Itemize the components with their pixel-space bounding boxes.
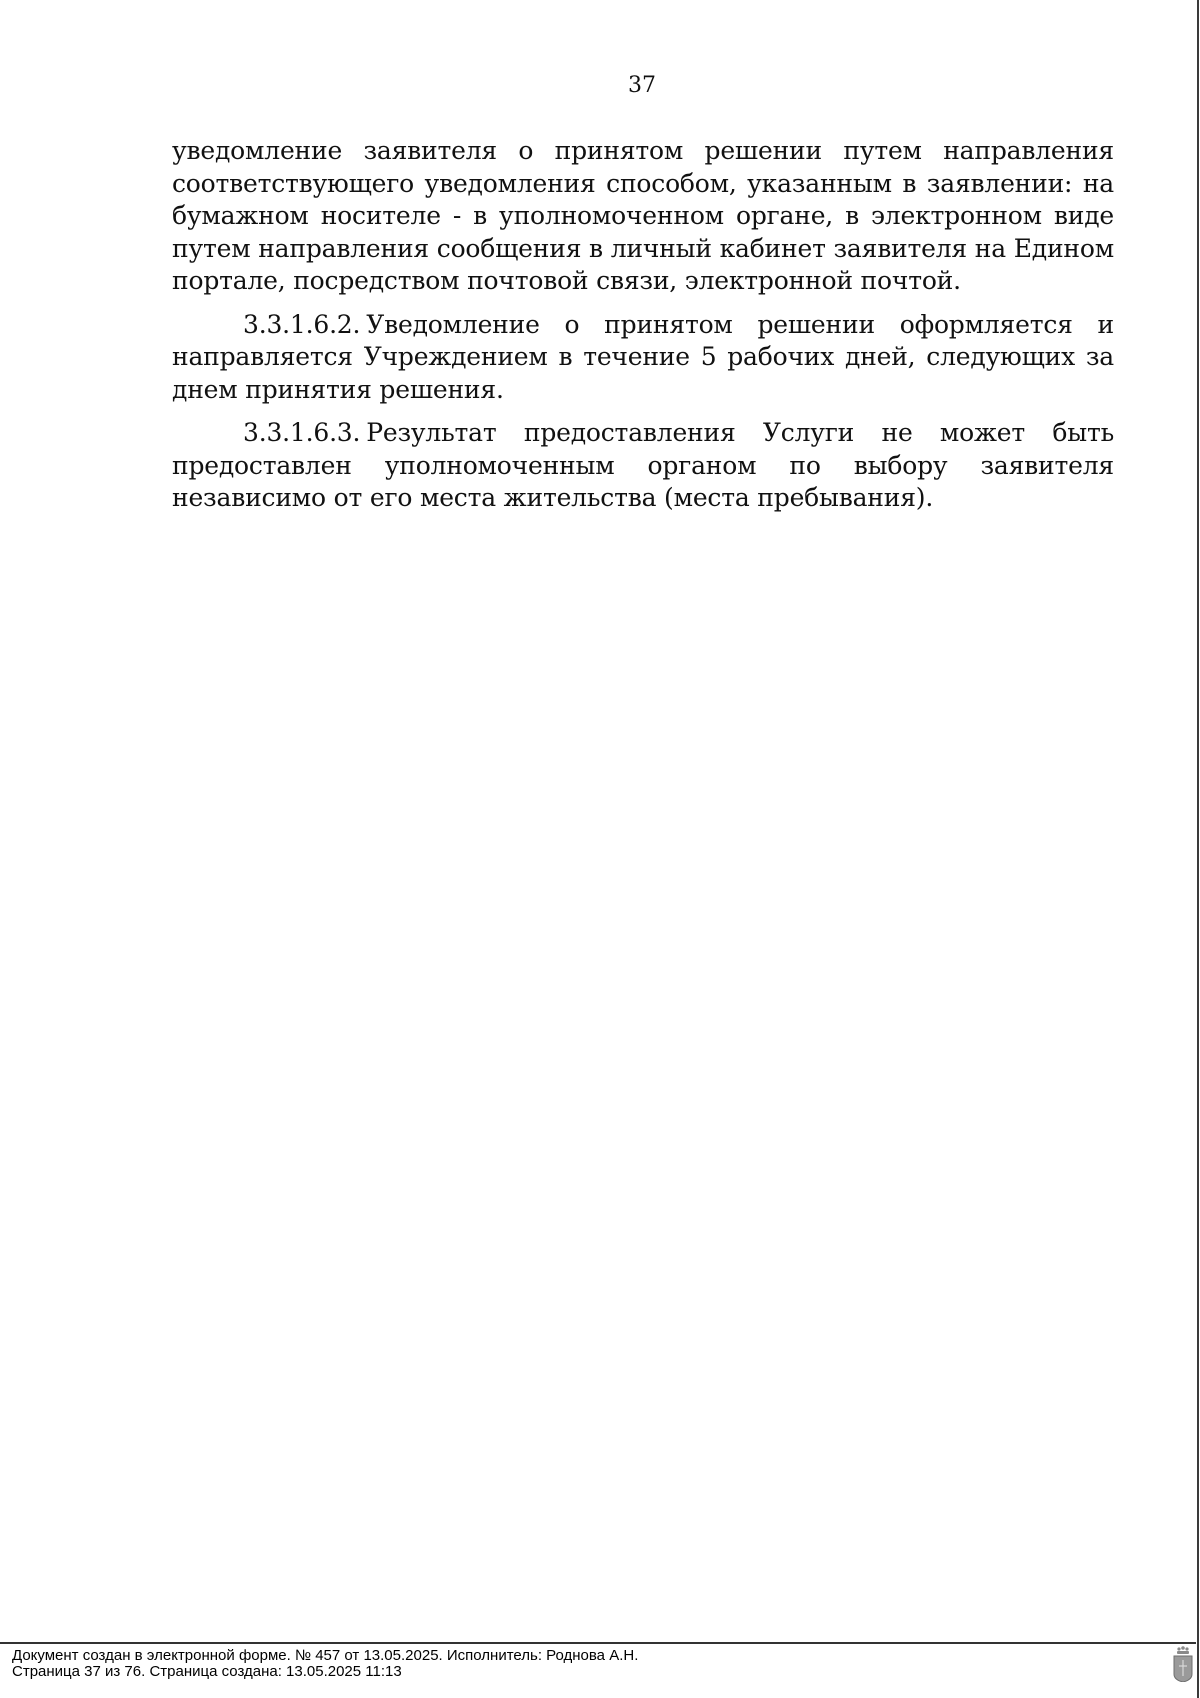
paragraph-text: Уведомление о принятом решении оформляется и направляется Учреждением в течение 5 рабочих дней, следующих за днем принятия решения.	[172, 309, 1114, 404]
page-right-border	[1197, 0, 1199, 1698]
paragraph-text: уведомление заявителя о принятом решении путем направления соответствующего уведомления способом, указанным в заявлении: на бумажном носителе - в уполномоченном органе, в электронном виде путем направления сообщения в личный кабинет заявителя на Едином портале, посредством почтовой связи, электронной почтой.	[172, 136, 1114, 295]
document-body	[172, 135, 1114, 526]
paragraph-3-3-1-6-3	[172, 417, 1114, 515]
page-number: 37	[628, 73, 656, 98]
paragraph-3-3-1-6-2	[172, 309, 1114, 407]
footer-divider	[0, 1642, 1196, 1644]
clause-number: 3.3.1.6.3.	[243, 418, 361, 447]
footer-document-info: Документ создан в электронной форме. № 457 от 13.05.2025. Исполнитель: Роднова А.Н.	[12, 1647, 639, 1664]
coat-of-arms-icon	[1172, 1646, 1194, 1682]
footer-stamp	[12, 1648, 638, 1680]
paragraph-text: Результат предоставления Услуги не может быть предоставлен уполномоченным органом по выбору заявителя независимо от его места жительства (места пребывания).	[172, 418, 1114, 512]
footer-page-info: Страница 37 из 76. Страница создана: 13.05.2025 11:13	[12, 1663, 402, 1680]
paragraph-continuation	[172, 135, 1114, 298]
clause-number: 3.3.1.6.2.	[243, 309, 361, 339]
